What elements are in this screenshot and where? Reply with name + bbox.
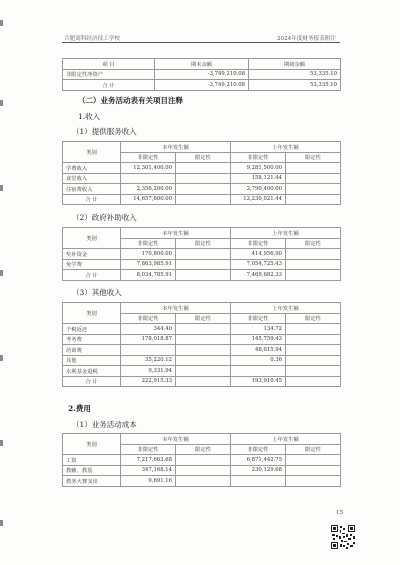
table-cell: 2,356,200.00: [121, 184, 176, 195]
table-cell: -3,749,210.08: [155, 80, 249, 91]
table-cell: 414,956.90: [231, 249, 286, 260]
table-cell: 合 计: [63, 194, 121, 205]
table-cell: 合 计: [63, 376, 121, 387]
table-cell: [176, 376, 231, 387]
header-cell: 限定性: [176, 152, 231, 163]
binder-hole-mark: [0, 520, 3, 526]
table-row: [63, 355, 341, 366]
header-cell: 类别: [63, 142, 121, 163]
table-row: [63, 194, 341, 205]
table-cell: [286, 173, 341, 184]
table-row: [63, 80, 341, 91]
binder-hole-mark: [0, 20, 3, 26]
binder-hole-mark: [0, 355, 3, 361]
table-cell: 35,220.12: [121, 355, 176, 366]
header-cell: 非限定性: [121, 313, 176, 324]
header-cell: 非限定性: [121, 152, 176, 163]
header-cell: 限定性: [176, 238, 231, 249]
table-cell: [176, 334, 231, 345]
table-cell: 222,915.33: [121, 376, 176, 387]
table-cell: [176, 173, 231, 184]
table-cell: [286, 249, 341, 260]
table-cell: [286, 355, 341, 366]
service-income-heading: （1）提供服务收入: [72, 127, 137, 136]
income-heading: 1.收入: [78, 112, 101, 121]
header-cell: 本年发生额: [121, 142, 231, 153]
table-row: [63, 476, 341, 487]
table-cell: 53,335.10: [249, 80, 341, 91]
table-row: [63, 345, 341, 356]
table-row: [63, 324, 341, 335]
table-cell: [121, 345, 176, 356]
header-cell: 期初余额: [249, 59, 341, 70]
table-cell: [176, 366, 231, 377]
table-cell: [176, 163, 231, 174]
table-row: [63, 173, 341, 184]
table-header-row: [63, 59, 341, 70]
table-cell: 9,691.16: [121, 476, 176, 487]
table-cell: 住宿费收入: [63, 184, 121, 195]
binder-hole-mark: [0, 440, 3, 446]
table-row: [63, 455, 341, 466]
header-cell: 类别: [63, 434, 121, 455]
table-cell: 6,871,442.75: [231, 455, 286, 466]
table-row: [63, 69, 341, 80]
table-cell: [286, 270, 341, 281]
table-cell: 53,335.10: [249, 69, 341, 80]
table-cell: 170,800.00: [121, 249, 176, 260]
table-cell: [231, 476, 286, 487]
table-cell: 9,281,500.00: [231, 163, 286, 174]
table-cell: 0.36: [231, 355, 286, 366]
table-cell: 培训费: [63, 345, 121, 356]
table-cell: 非限定性净资产: [63, 69, 155, 80]
table-cell: 2,790,400.00: [231, 184, 286, 195]
header-cell: 非限定性: [121, 444, 176, 455]
header-cell: 限定性: [286, 238, 341, 249]
table-header-row: [63, 434, 341, 445]
header-cell: 上年发生额: [231, 142, 341, 153]
table-row: [63, 249, 341, 260]
table-cell: 合 计: [63, 80, 155, 91]
table-cell: [286, 163, 341, 174]
header-cell: 上年发生额: [231, 434, 341, 445]
table-cell: 教辅、教基: [63, 465, 121, 476]
table-cell: 教务大赛支出: [63, 476, 121, 487]
header-cell: 本年发生额: [121, 434, 231, 445]
table-cell: [286, 366, 341, 377]
table-cell: [176, 465, 231, 476]
table-cell: [176, 184, 231, 195]
gov-subsidy-heading: （2）政府补助收入: [72, 213, 137, 222]
header-cell: 本年发生额: [121, 228, 231, 239]
table-cell: 7,054,725.43: [231, 259, 286, 270]
binder-hole-mark: [0, 100, 3, 106]
header-rule: [62, 42, 340, 43]
page-number: 15: [336, 510, 344, 516]
table-cell: 178,018.87: [121, 334, 176, 345]
table-cell: 水利基金退税: [63, 366, 121, 377]
table-cell: [286, 334, 341, 345]
table-cell: [176, 194, 231, 205]
header-cell: 类别: [63, 303, 121, 324]
business-cost-table: [62, 433, 341, 487]
section-title: （二）业务活动表有关项目注释: [78, 96, 183, 105]
table-cell: 145,759.43: [231, 334, 286, 345]
header-school-name: 合肥商科经济技工学校: [64, 36, 120, 42]
binder-hole-mark: [0, 270, 3, 276]
table-cell: [121, 173, 176, 184]
table-cell: -3,749,210.08: [155, 69, 249, 80]
table-cell: 158,121.44: [231, 173, 286, 184]
table-row: [63, 376, 341, 387]
table-cell: 8,034,785.91: [121, 270, 176, 281]
header-cell: 本年发生额: [121, 303, 231, 314]
header-cell: 非限定性: [231, 152, 286, 163]
table-cell: [286, 184, 341, 195]
table-cell: [286, 465, 341, 476]
table-cell: 免学费: [63, 259, 121, 270]
table-cell: 9,331.94: [121, 366, 176, 377]
table-cell: 12,230,021.44: [231, 194, 286, 205]
table-cell: 14,657,600.00: [121, 194, 176, 205]
table-cell: [286, 455, 341, 466]
table-cell: [176, 259, 231, 270]
table-cell: 合 计: [63, 270, 121, 281]
header-cell: 非限定性: [231, 444, 286, 455]
header-cell: 限定性: [286, 152, 341, 163]
table-row: [63, 334, 341, 345]
table-cell: 学费收入: [63, 163, 121, 174]
table-cell: [176, 249, 231, 260]
table-cell: 193,910.45: [231, 376, 286, 387]
header-cell: 期末余额: [155, 59, 249, 70]
table-cell: 工资: [63, 455, 121, 466]
table-row: [63, 366, 341, 377]
table-cell: [176, 324, 231, 335]
table-header-row: [63, 228, 341, 239]
table-cell: [286, 259, 341, 270]
table-row: [63, 163, 341, 174]
table-cell: 134.72: [231, 324, 286, 335]
expense-heading: 2.费用: [68, 404, 91, 413]
table-cell: [286, 194, 341, 205]
table-cell: 7,469,682.33: [231, 270, 286, 281]
table-cell: 奖补资金: [63, 249, 121, 260]
table-row: [63, 465, 341, 476]
binder-hole-mark: [0, 185, 3, 191]
table-cell: 考务费: [63, 334, 121, 345]
table-row: [63, 270, 341, 281]
table-cell: [176, 270, 231, 281]
header-cell: 项 目: [63, 59, 155, 70]
table-cell: 个税返还: [63, 324, 121, 335]
header-cell: 限定性: [286, 444, 341, 455]
header-report-title: 2024年度财务报表附注: [277, 36, 336, 42]
table-row: [63, 184, 341, 195]
other-income-heading: （3）其他收入: [72, 288, 122, 297]
table-cell: 其他: [63, 355, 121, 366]
table-header-row: [63, 142, 341, 153]
net-assets-table: [62, 58, 341, 91]
header-cell: 上年发生额: [231, 303, 341, 314]
header-cell: 非限定性: [121, 238, 176, 249]
header-cell: 限定性: [176, 313, 231, 324]
table-cell: [176, 476, 231, 487]
table-row: [63, 259, 341, 270]
header-cell: 限定性: [176, 444, 231, 455]
table-cell: [176, 345, 231, 356]
header-cell: 类别: [63, 228, 121, 249]
header-cell: 上年发生额: [231, 228, 341, 239]
table-cell: 12,301,400.00: [121, 163, 176, 174]
table-cell: [231, 366, 286, 377]
table-cell: 食堂收入: [63, 173, 121, 184]
table-cell: [176, 355, 231, 366]
header-cell: 限定性: [286, 313, 341, 324]
header-cell: 非限定性: [231, 238, 286, 249]
other-income-table: [62, 302, 341, 387]
qr-code-icon: [330, 524, 356, 550]
service-income-table: [62, 141, 341, 205]
table-cell: [286, 376, 341, 387]
table-header-row: [63, 303, 341, 314]
table-cell: [286, 476, 341, 487]
table-cell: [286, 345, 341, 356]
header-cell: 非限定性: [231, 313, 286, 324]
table-cell: 7,217,663.68: [121, 455, 176, 466]
table-cell: 230,129.68: [231, 465, 286, 476]
table-cell: 344.40: [121, 324, 176, 335]
table-cell: 48,015.94: [231, 345, 286, 356]
table-cell: 7,863,985.91: [121, 259, 176, 270]
table-cell: [176, 455, 231, 466]
gov-subsidy-table: [62, 227, 341, 281]
table-cell: 347,168.14: [121, 465, 176, 476]
business-cost-heading: （1）业务活动成本: [72, 420, 137, 429]
table-cell: [286, 324, 341, 335]
